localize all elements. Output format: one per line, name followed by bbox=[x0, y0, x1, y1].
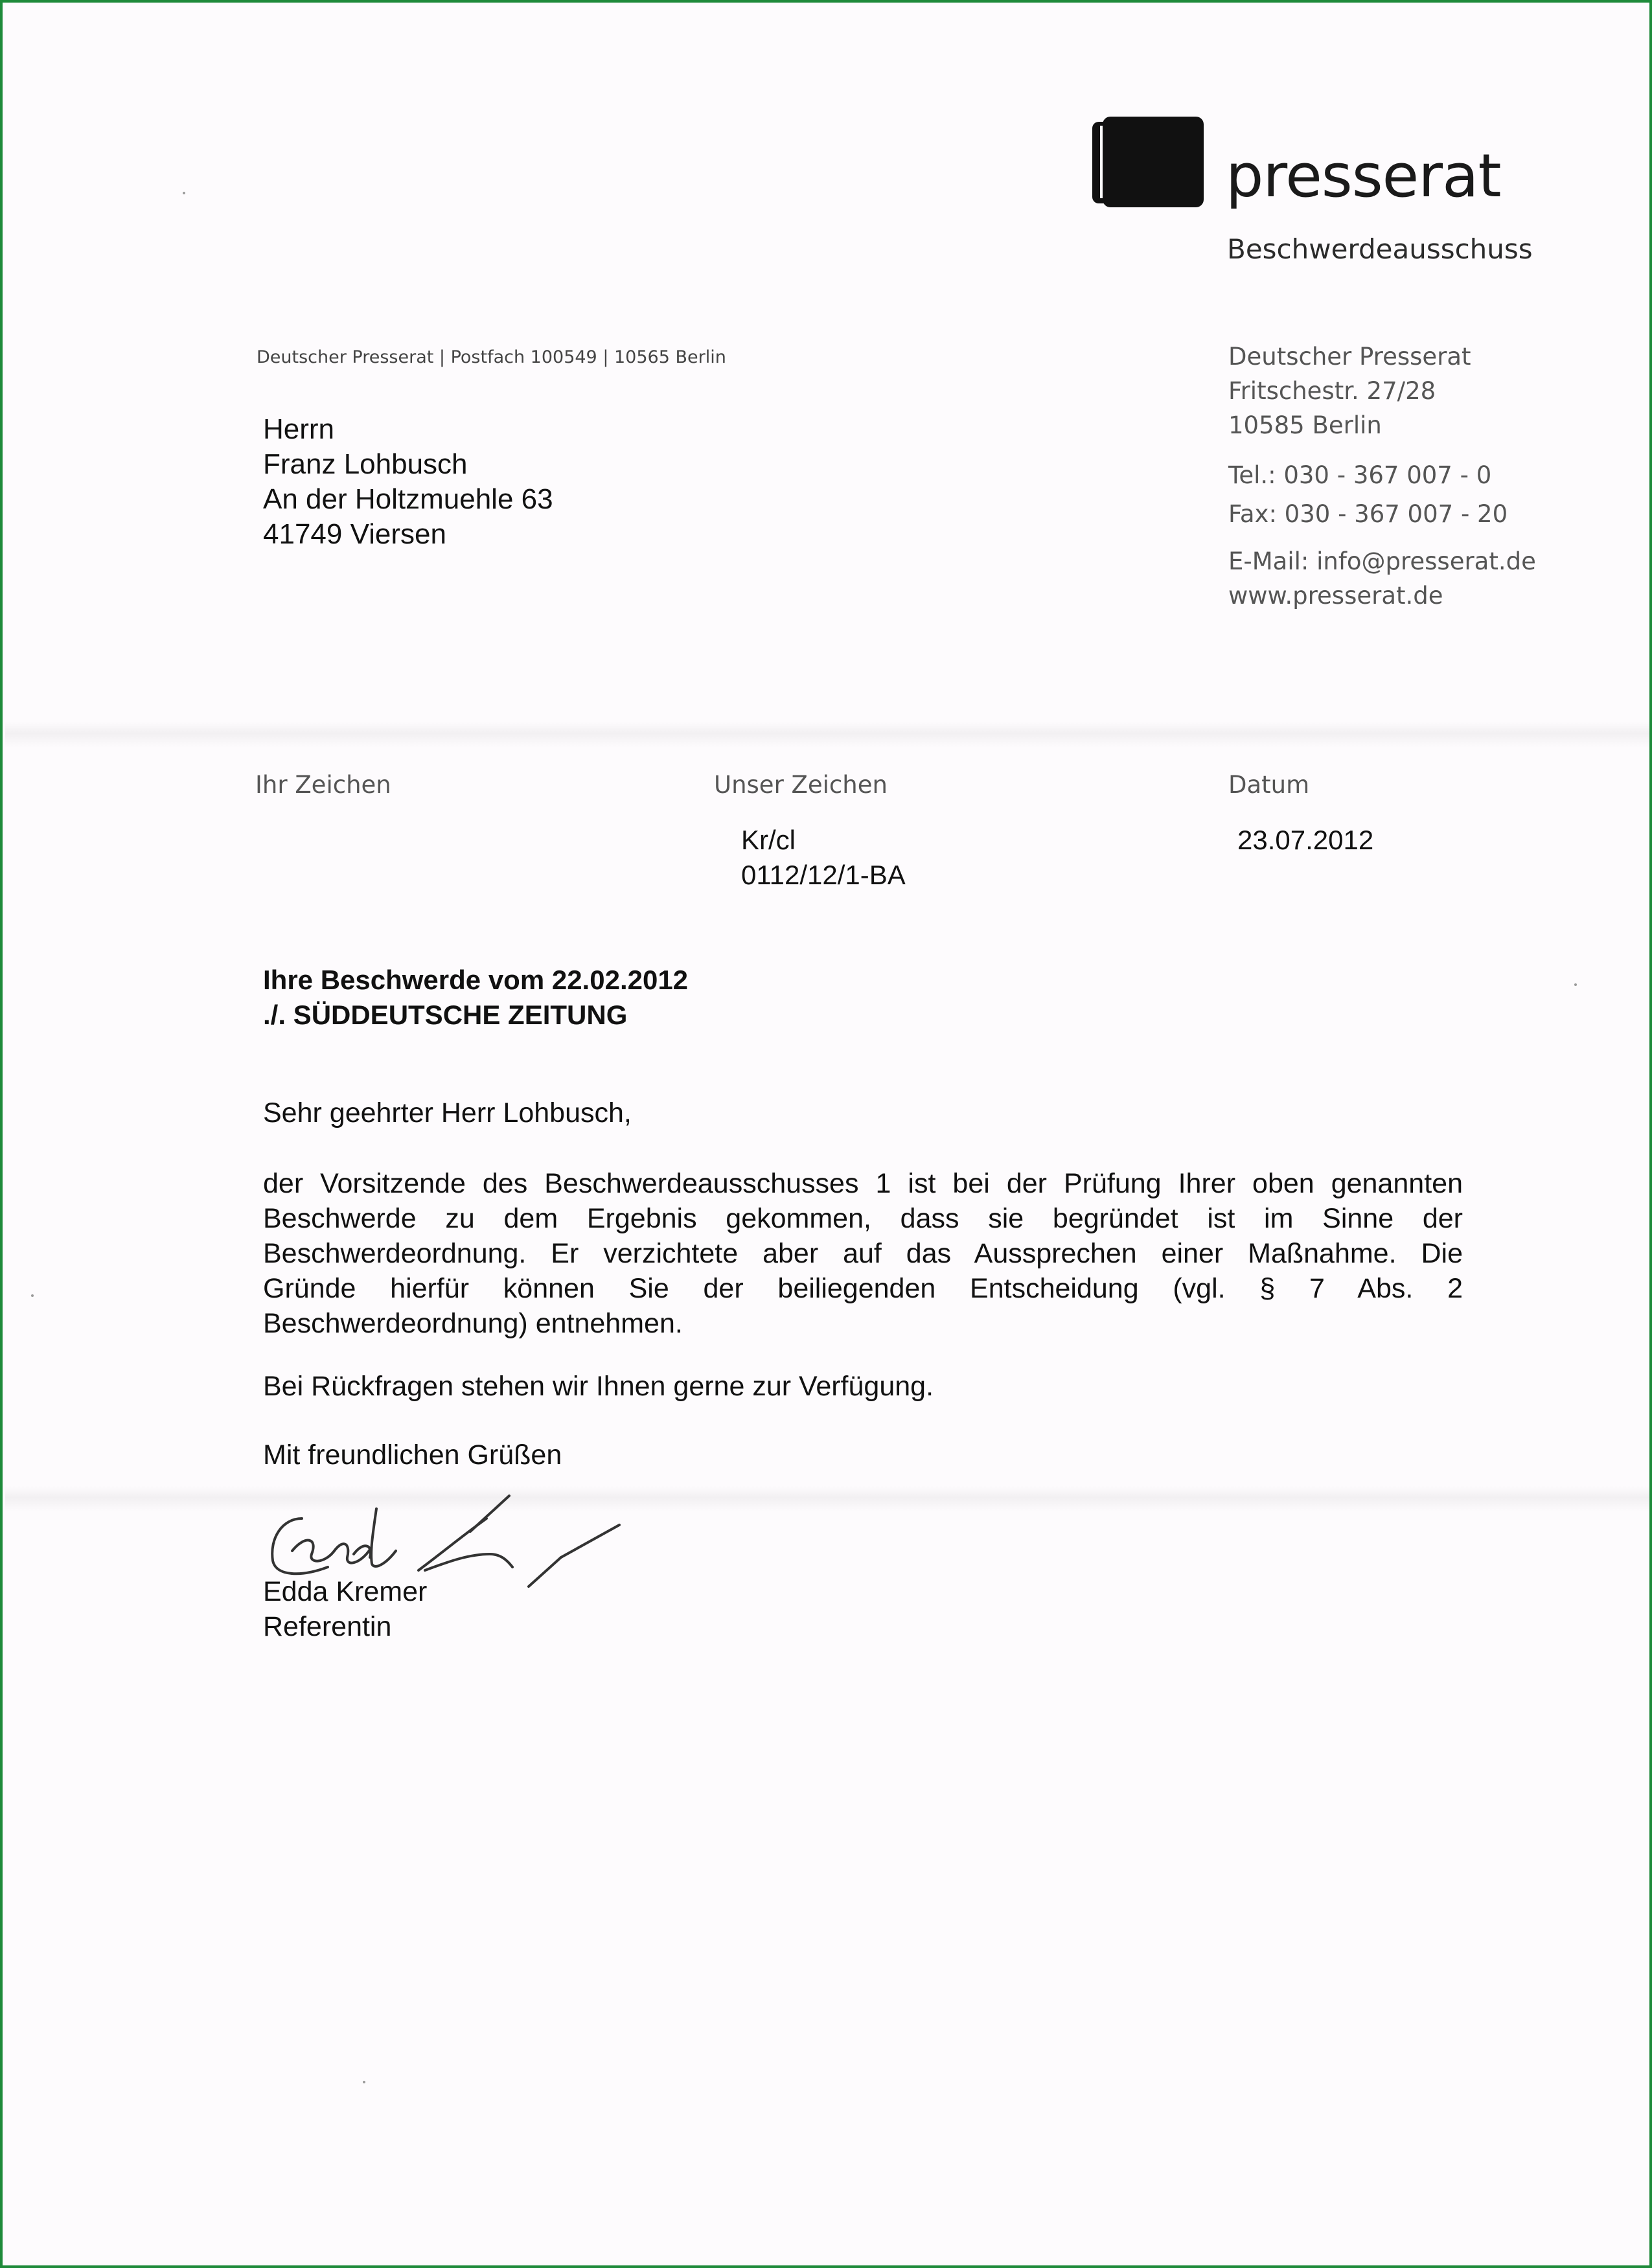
greeting: Sehr geehrter Herr Lohbusch, bbox=[263, 1097, 632, 1128]
recipient-street: An der Holtzmuehle 63 bbox=[263, 483, 553, 515]
logo-subtitle: Beschwerdeausschuss bbox=[1227, 233, 1533, 265]
unser-zeichen-label: Unser Zeichen bbox=[714, 771, 888, 799]
paragraph-line: der Vorsitzende des Beschwerdeausschusses 1 ist bei der Prüfung Ihrer oben genannten bbox=[263, 1168, 1463, 1199]
scan-speck bbox=[31, 1294, 34, 1297]
contact-street: Fritschestr. 27/28 bbox=[1228, 377, 1436, 405]
contact-tel: Tel.: 030 - 367 007 - 0 bbox=[1228, 461, 1492, 489]
signer-block bbox=[263, 1574, 427, 1644]
contact-fax: Fax: 030 - 367 007 - 20 bbox=[1228, 500, 1508, 528]
contact-web: www.presserat.de bbox=[1228, 582, 1443, 610]
contact-online bbox=[1228, 544, 1536, 613]
body-paragraph-2: Bei Rückfragen stehen wir Ihnen gerne zur Verfügung. bbox=[263, 1371, 934, 1402]
body-paragraph-1 bbox=[263, 1166, 1463, 1341]
closing: Mit freundlichen Grüßen bbox=[263, 1439, 562, 1471]
paragraph-line: Beschwerdeordnung) entnehmen. bbox=[263, 1308, 683, 1339]
recipient-address bbox=[263, 412, 553, 552]
scan-speck bbox=[183, 192, 185, 194]
signer-title: Referentin bbox=[263, 1611, 392, 1642]
contact-phone bbox=[1228, 456, 1508, 534]
contact-address bbox=[1228, 339, 1471, 442]
scan-speck bbox=[363, 2081, 365, 2083]
contact-email: E-Mail: info@presserat.de bbox=[1228, 547, 1536, 575]
datum-label: Datum bbox=[1228, 771, 1310, 799]
subject-line2: ./. SÜDDEUTSCHE ZEITUNG bbox=[263, 1000, 628, 1030]
sender-return-line: Deutscher Presserat | Postfach 100549 | 10565 Berlin bbox=[257, 347, 726, 367]
ihr-zeichen-label: Ihr Zeichen bbox=[255, 771, 391, 799]
scan-speck bbox=[1574, 983, 1577, 986]
paragraph-line: Beschwerdeordnung. Er verzichtete aber auf das Aussprechen einer Maßnahme. Die bbox=[263, 1238, 1463, 1269]
subject-line1: Ihre Beschwerde vom 22.02.2012 bbox=[263, 965, 689, 995]
signer-name: Edda Kremer bbox=[263, 1576, 428, 1607]
recipient-salutation: Herrn bbox=[263, 413, 335, 445]
fold-shadow bbox=[5, 1486, 1652, 1512]
unser-zeichen-line2: 0112/12/1-BA bbox=[741, 860, 906, 890]
contact-org: Deutscher Presserat bbox=[1228, 343, 1471, 371]
logo-wordmark: presserat bbox=[1226, 141, 1501, 211]
recipient-city: 41749 Viersen bbox=[263, 518, 446, 550]
paragraph-line: Beschwerde zu dem Ergebnis gekommen, dass sie begründet ist im Sinne der bbox=[263, 1203, 1463, 1234]
subject bbox=[263, 963, 688, 1033]
datum-value: 23.07.2012 bbox=[1237, 825, 1374, 855]
handwritten-signature bbox=[257, 1473, 645, 1590]
recipient-name: Franz Lohbusch bbox=[263, 448, 468, 480]
presserat-logo-icon bbox=[1092, 117, 1204, 207]
paragraph-line: Gründe hierfür können Sie der beiliegenden Entscheidung (vgl. § 7 Abs. 2 bbox=[263, 1273, 1463, 1304]
fold-shadow bbox=[5, 722, 1652, 748]
unser-zeichen-line1: Kr/cl bbox=[741, 825, 796, 855]
contact-city: 10585 Berlin bbox=[1228, 411, 1382, 439]
unser-zeichen-value bbox=[741, 823, 906, 893]
